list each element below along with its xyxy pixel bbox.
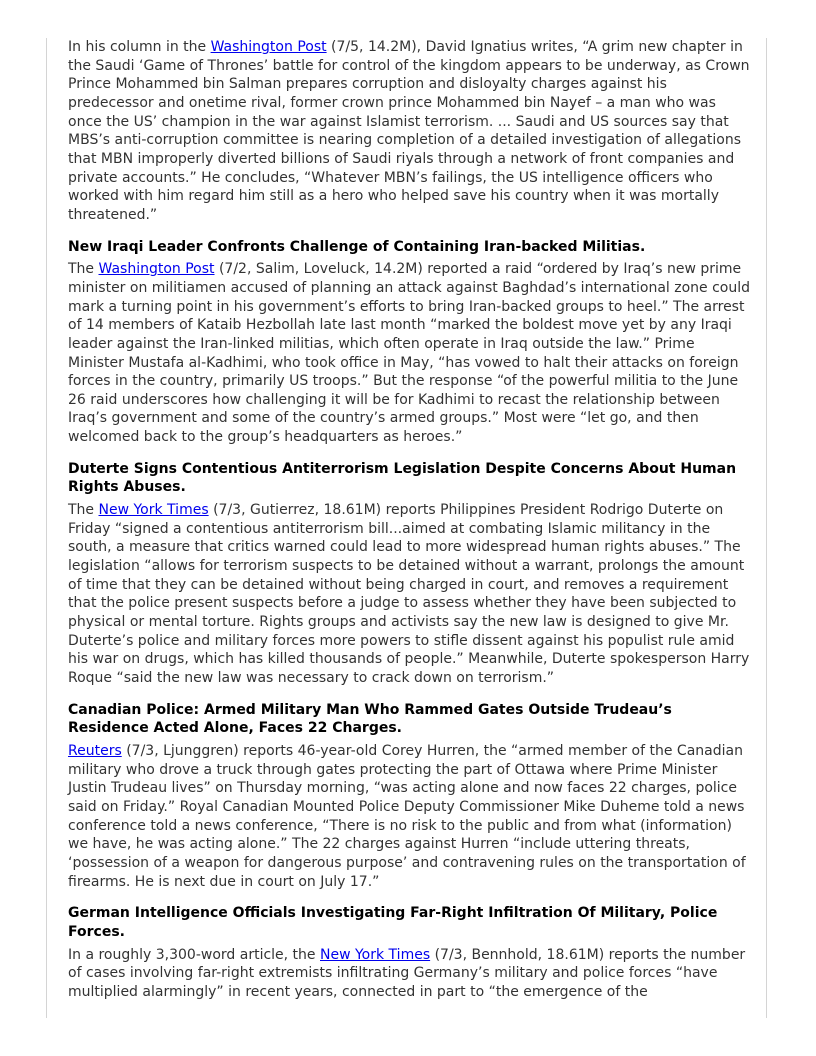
news-content <box>68 38 750 1002</box>
article-body <box>68 946 750 1002</box>
article-headline: German Intelligence Officials Investigating Far-Right Infiltration Of Military, Police Forces. <box>68 905 718 940</box>
body-text: (7/3, Ljunggren) reports 46-year-old Corey Hurren, the “armed member of the Canadian military who drove a truck through gates protecting the part of Ottawa where Prime Minister Justin Trudeau lives” on Thursday morning, “was acting alone and now faces 22 charges, police said on Friday.” Royal Canadian Mounted Police Deputy Commissioner Mike Duheme told a news conference told a news conference, “There is no risk to the public and from what (information) we have, he was acting alone.” The 22 charges against Hurren “include uttering threats, ‘possession of a weapon for dangerous purpose’ and contravening rules on the transportation of firearms. He is next due in court on July 17.” <box>68 742 746 890</box>
source-link-washington-post[interactable]: Washington Post <box>98 261 215 278</box>
body-text: (7/3, Gutierrez, 18.61M) reports Philippines President Rodrigo Duterte on Friday “signed a contentious antiterrorism bill...aimed at combating Islamic militancy in the south, a measure that critics warned could lead to more widespread human rights abuses.” The legislation “allows for terrorism suspects to be detained without a warrant, prolongs the amount of time that they can be detained without being charged in court, and removes a requirement that the police present suspects before a judge to assess whether they have been subjected to physical or mental torture. Rights groups and activists say the new law is designed to give Mr. Duterte’s police and military forces more powers to stifle dissent against his populist rule amid his war on drugs, which has killed thousands of people.” Meanwhile, Duterte spokesperson Harry Roque “said the new law was necessary to crack down on terrorism.” <box>68 502 750 686</box>
article-body <box>68 38 750 225</box>
article-body <box>68 260 750 447</box>
body-text: (7/3, Bennhold, 18.61M) reports the number of cases involving far-right extremists infiltrating Germany’s military and police forces “have multiplied alarmingly” in recent years, connected in part to “the emergence of the <box>68 946 746 1000</box>
article-headline: Duterte Signs Contentious Antiterrorism Legislation Despite Concerns About Human Rights Abuses. <box>68 460 737 496</box>
document-page <box>46 38 767 1018</box>
source-link-new-york-times[interactable]: New York Times <box>98 502 209 519</box>
source-link-reuters[interactable]: Reuters <box>68 742 122 759</box>
article-body <box>68 501 750 688</box>
article-headline: New Iraqi Leader Confronts Challenge of Containing Iran-backed Militias. <box>68 238 646 255</box>
article-body <box>68 742 750 891</box>
body-text: In his column in the <box>68 39 211 55</box>
article-headline: Canadian Police: Armed Military Man Who Rammed Gates Outside Trudeau’s Residence Acted Alone, Faces 22 Charges. <box>68 701 672 737</box>
source-link-washington-post[interactable]: Washington Post <box>210 39 327 55</box>
body-text: (7/5, 14.2M), David Ignatius writes, “A grim new chapter in the Saudi ‘Game of Thrones’ battle for control of the kingdom appears to be underway, as Crown Prince Mohammed bin Salman prepares corruption and disloyalty charges against his predecessor and onetime rival, former crown prince Mohammed bin Nayef – a man who was once the US’ champion in the war against Islamist terrorism. ... Saudi and US sources say that MBS’s anti-corruption committee is nearing completion of a detailed investigation of allegations that MBN improperly diverted billions of Saudi riyals through a network of front companies and private accounts.” He concludes, “Whatever MBN’s failings, the US intelligence officers who worked with him regard him still as a hero who helped save his country when it was mortally threatened.” <box>68 39 750 223</box>
body-text: In a roughly 3,300-word article, the <box>68 946 320 963</box>
body-text: The <box>68 261 99 278</box>
body-text: The <box>68 502 99 519</box>
body-text: (7/2, Salim, Loveluck, 14.2M) reported a raid “ordered by Iraq’s new prime minister on militiamen accused of planning an attack against Baghdad’s international zone could mark a turning point in his government’s efforts to bring Iran-backed groups to heel.” The arrest of 14 members of Kataib Hezbollah late last month “marked the boldest move yet by any Iraqi leader against the Iran-linked militias, which often operate in Iraq outside the law.” Prime Minister Mustafa al-Kadhimi, who took office in May, “has vowed to halt their attacks on foreign forces in the country, primarily US troops.” But the response “of the powerful militia to the June 26 raid underscores how challenging it will be for Kadhimi to recast the relationship between Iraq’s government and some of the country’s armed groups.” Most were “let go, and then welcomed back to the group’s headquarters as heroes.” <box>68 261 751 446</box>
source-link-new-york-times[interactable]: New York Times <box>320 946 431 963</box>
